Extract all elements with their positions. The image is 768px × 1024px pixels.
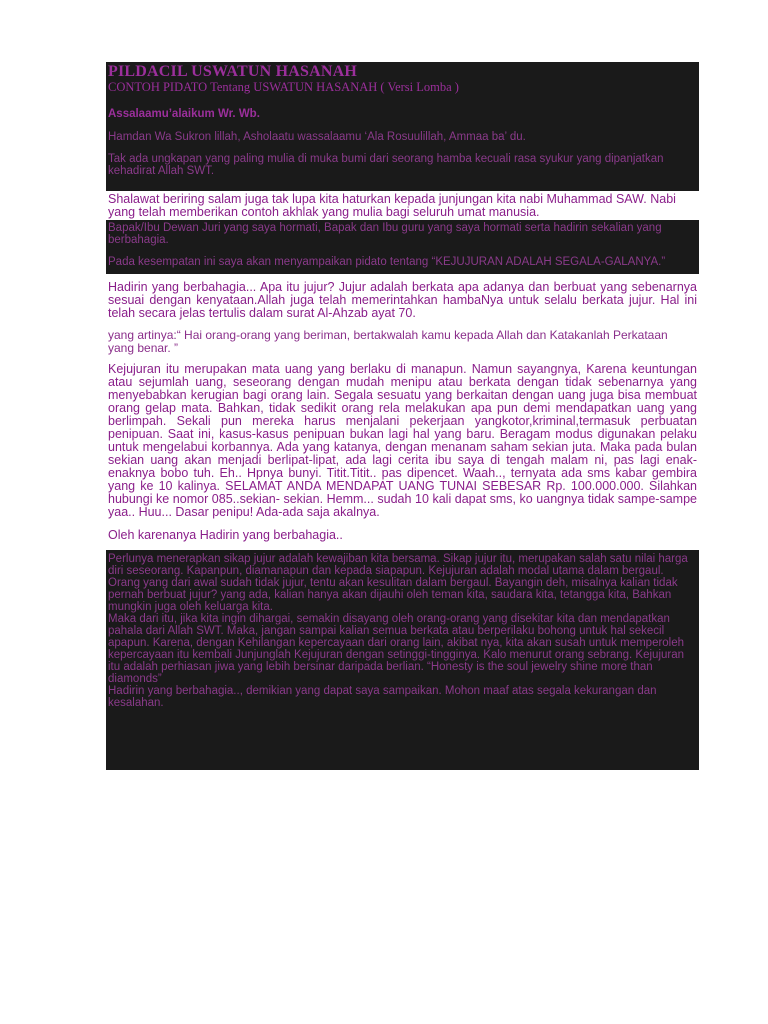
therefore-paragraph: Maka dari itu, jika kita ingin dihargai, semakin disayang oleh orang-orang yang disekitar kita dan mendapatkan pahala dari Allah SWT. Maka, jangan sampai kalian semua berkata atau berperilaku bohong untuk hal sekecil apapun. Karena, dengan Kehilangan kepercayaan dari orang lain, akibat nya, kita akan susah untuk memperoleh kepercayaan itu kembali Junjunglah Kejujuran dengan setinggi-tingginya. Kalo menurut orang sebrang. Kejujuran itu adalah perhiasan jiwa yang lebih bersinar daripada berlian. “Honesty is the soul jewelry shine more than diamonds” — [108, 613, 685, 685]
oleh-karenanya-line: Oleh karenanya Hadirin yang berbahagia.. — [108, 528, 343, 542]
opening-prayer: Hamdan Wa Sukron lillah, Asholaatu wassalaamu ‘Ala Rosuulillah, Ammaa ba’ du. — [108, 131, 526, 143]
shalawat-block — [106, 191, 699, 219]
honesty-obligation-paragraph: Perlunya menerapkan sikap jujur adalah kewajiban kita bersama. Sikap jujur itu, merupakan salah satu nilai harga diri seseorang. Kapanpun, diamanapun dan kepada siapapun. Kejujuran adalah modal utama dalam bergaul. Orang yang dari awal sudah tidak jujur, tentu akan kesulitan dalam bergaul. Bayangin deh, misalnya kalian tidak pernah berbuat jujur? yang ada, kalian hanya akan dijauhi oleh teman kita, saudara kita, tetangga kita, Bahkan mungkin juga oleh keluarga kita. — [108, 553, 688, 613]
closing-dark-block — [106, 550, 699, 770]
document-title: PILDACIL USWATUN HASANAH — [108, 63, 357, 80]
shalawat-paragraph: Shalawat beriring salam juga tak lupa kita haturkan kepada junjungan kita nabi Muhammad SAW. Nabi yang telah memberikan contoh akhlak yang mulia bagi seluruh umat manusia. — [108, 192, 676, 219]
greeting: Assalaamu’alaikum Wr. Wb. — [108, 108, 260, 120]
topic-paragraph: Pada kesempatan ini saya akan menyampaikan pidato tentang “KEJUJURAN ADALAH SEGALA-GALANYA.” — [108, 256, 666, 268]
intro-dark-block — [106, 62, 699, 191]
verse-meaning-paragraph: yang artinya:“ Hai orang-orang yang beriman, bertakwalah kamu kepada Allah dan Katakanlah Perkataan yang benar. ” — [108, 328, 668, 355]
oleh-block — [106, 527, 699, 542]
speech-document — [106, 62, 699, 770]
hadirin-paragraph: Hadirin yang berbahagia... Apa itu jujur? Jujur adalah berkata apa adanya dan berbuat yang sebenarnya sesuai dengan kenyataan.Allah juga telah memerintahkan hambaNya untuk selalu berkata jujur. Hal ini telah secara jelas tertulis dalam surat Al-Ahzab ayat 70. — [108, 280, 697, 320]
artinya-block — [106, 327, 699, 355]
gratitude-paragraph: Tak ada ungkapan yang paling mulia di muka bumi dari seorang hamba kecuali rasa syukur yang dipanjatkan kehadirat Allah SWT. — [108, 153, 664, 177]
audience-greeting-paragraph: Bapak/Ibu Dewan Juri yang saya hormati, Bapak dan Ibu guru yang saya hormati serta hadirin sekalian yang berbahagia. — [108, 222, 662, 246]
kejujuran-block — [106, 361, 699, 519]
kejujuran-paragraph: Kejujuran itu merupakan mata uang yang berlaku di manapun. Namun sayangnya, Karena keuntungan atau sejumlah uang, seseorang dengan mudah menipu atau berkata dengan tidak sebenarnya yang menyebabkan kerugian bagi orang lain. Segala sesuatu yang berkaitan dengan uang juga bisa membuat orang gelap mata. Bahkan, tidak sedikit orang rela melakukan apa pun demi mendapatkan uang yang berlimpah. Sekali pun mereka harus menjalani pekerjaan yangkotor,kriminal,termasuk perbuatan penipuan. Saat ini, kasus-kasus penipuan bukan lagi hal yang baru. Beragam modus digunakan pelaku untuk mengelabui korbannya. Ada yang katanya, dengan menanam saham sekian juta. Maka pada bulan sekian uang akan menjadi berlipat-lipat, ada lagi cerita ibu saya di tengah malam ni, pas lagi enak-enaknya bobo tuh. Eh.. Hpnya bunyi. Titit.Titit.. pas dipencet. Waah.., ternyata ada sms kabar gembira yang ke 10 kalinya. SELAMAT ANDA MENDAPAT UANG TUNAI SEBESAR Rp. 100.000.000. Silahkan hubungi ke nomor 085..sekian- sekian. Hemm... sudah 10 kali dapat sms, ko uangnya tidak sampe-sampe yaa.. Huu... Dasar penipu! Ada-ada saja akalnya. — [108, 362, 697, 519]
document-subtitle: CONTOH PIDATO Tentang USWATUN HASANAH ( Versi Lomba ) — [108, 80, 459, 94]
audience-dark-block — [106, 220, 699, 274]
hadirin-block — [106, 279, 699, 320]
closing-paragraph: Hadirin yang berbahagia.., demikian yang dapat saya sampaikan. Mohon maaf atas segala kekurangan dan kesalahan. — [108, 685, 657, 709]
